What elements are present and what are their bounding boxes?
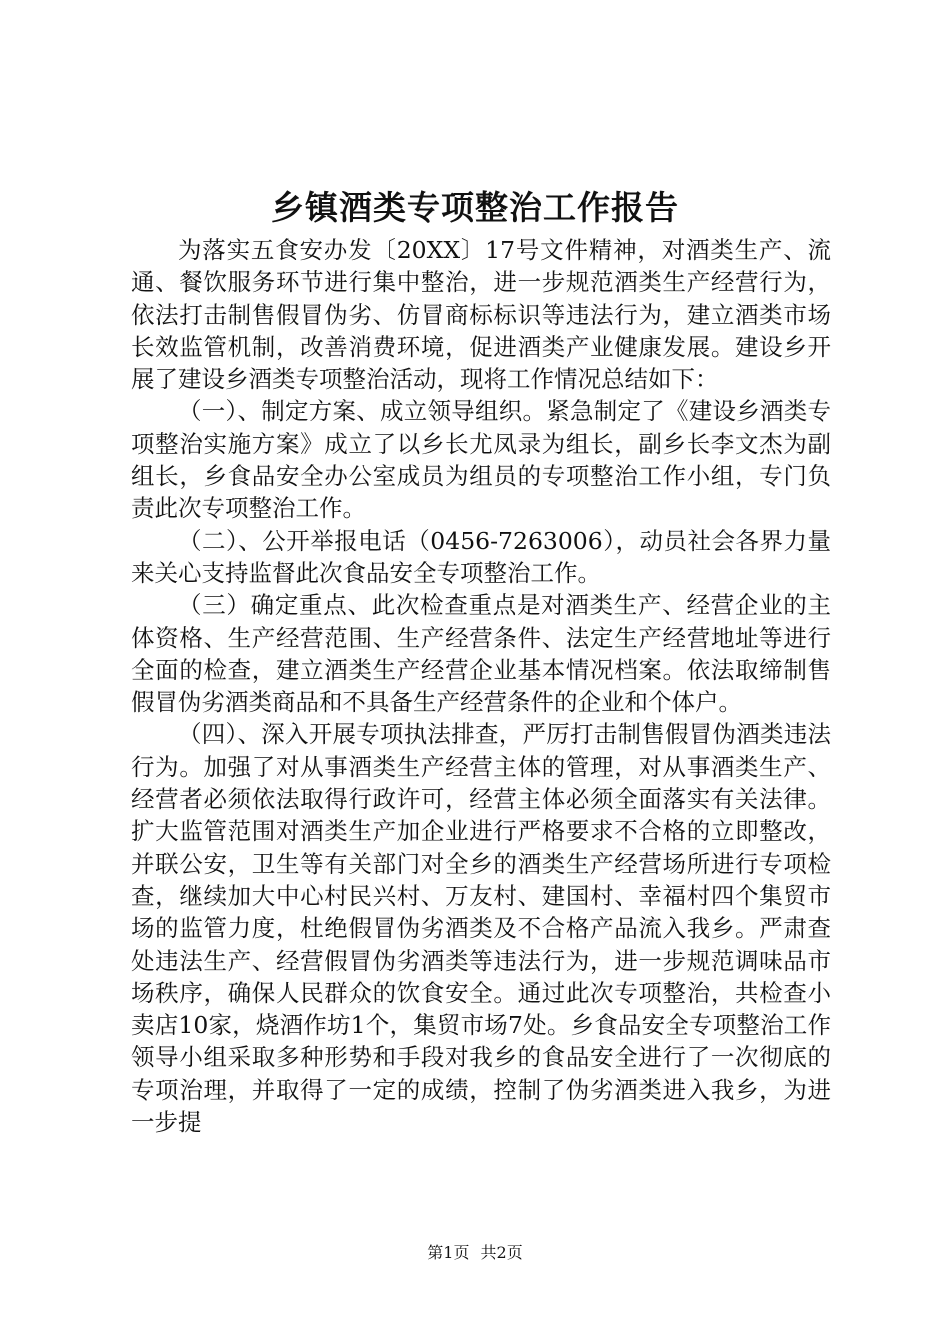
paragraph-section-2: （二）、公开举报电话（0456-7263006），动员社会各界力量来关心支持监督此次食品安全专项整治工作。	[131, 526, 831, 587]
paragraph-section-4: （四）、深入开展专项执法排查，严厉打击制售假冒伪酒类违法行为。加强了对从事酒类生产经营主体的管理，对从事酒类生产、经营者必须依法取得行政许可，经营主体必须全面落实有关法律。扩大监管范围对酒类生产加企业进行严格要求不合格的立即整改，并联公安，卫生等有关部门对全乡的酒类生产经营场所进行专项检查，继续加大中心村民兴村、万友村、建国村、幸福村四个集贸市场的监管力度，杜绝假冒伪劣酒类及不合格产品流入我乡。严肃查处违法生产、经营假冒伪劣酒类等违法行为，进一步规范调味品市场秩序，确保人民群众的饮食安全。通过此次专项整治，共检查小卖店10家，烧酒作坊1个，集贸市场7处。乡食品安全专项整治工作领导小组采取多种形势和手段对我乡的食品安全进行了一次彻底的专项治理，并取得了一定的成绩，控制了伪劣酒类进入我乡，为进一步提	[131, 720, 831, 1137]
paragraph-intro: 为落实五食安办发〔20XX〕17号文件精神，对酒类生产、流通、餐饮服务环节进行集中整治，进一步规范酒类生产经营行为，依法打击制售假冒伪劣、仿冒商标标识等违法行为，建立酒类市场长效监管机制，改善消费环境，促进酒类产业健康发展。建设乡开展了建设乡酒类专项整治活动，现将工作情况总结如下：	[131, 236, 831, 394]
paragraph-section-3: （三）确定重点、此次检查重点是对酒类生产、经营企业的主体资格、生产经营范围、生产经营条件、法定生产经营地址等进行全面的检查，建立酒类生产经营企业基本情况档案。依法取缔制售假冒伪劣酒类商品和不具备生产经营条件的企业和个体户。	[131, 591, 831, 717]
page-number-total: 共2页	[480, 1243, 523, 1262]
document-body	[131, 234, 831, 1138]
page-number-current: 第1页	[427, 1243, 470, 1262]
paragraph-section-1: （一）、制定方案、成立领导组织。紧急制定了《建设乡酒类专项整治实施方案》成立了以乡长尤凤录为组长，副乡长李文杰为副组长，乡食品安全办公室成员为组员的专项整治工作小组，专门负责此次专项整治工作。	[131, 397, 831, 523]
page-footer	[0, 1243, 950, 1263]
document-title: 乡镇酒类专项整治工作报告	[271, 188, 679, 227]
